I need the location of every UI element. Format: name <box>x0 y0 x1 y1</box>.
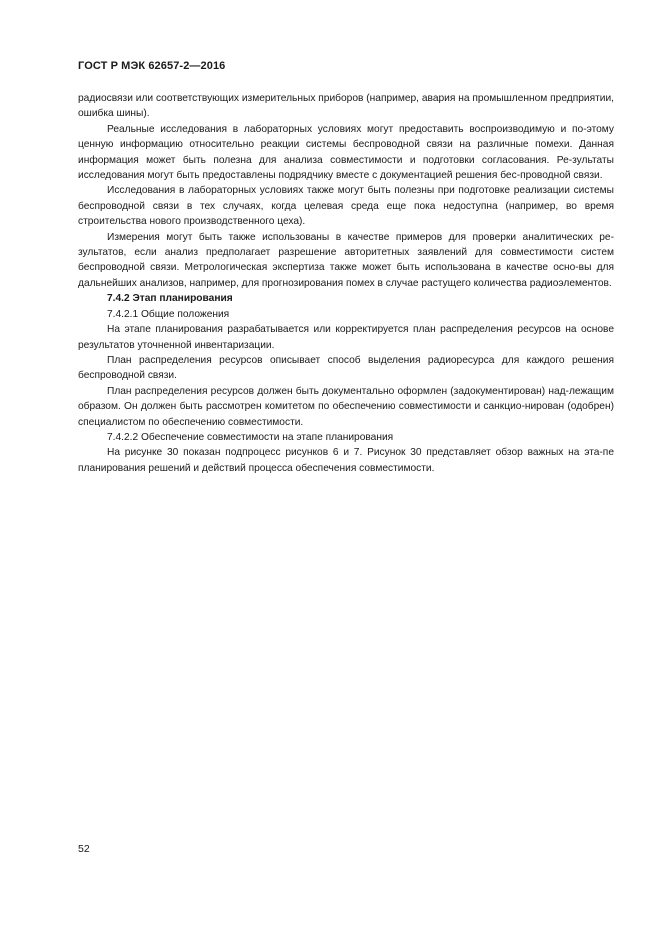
paragraph-1: радиосвязи или соответствующих измерительных приборов (например, авария на промышленном предприятии, ошибка шины). <box>78 93 614 120</box>
paragraph-4: Измерения могут быть также использованы в качестве примеров для проверки аналитических ре-зультатов, если анализ предполагает разрешение авторитетных заявлений для совместимости систем беспроводной связи. Метрологическая экспертиза также может быть использована в качестве осно-вы для дальнейших анализов, например, для прогнозирования помех в случае растущего количества радиоэлементов. <box>78 231 614 289</box>
section-heading-7-4-2: 7.4.2 Этап планирования <box>107 293 233 305</box>
paragraph-6: План распределения ресурсов описывает способ выделения радиоресурса для каждого решения беспроводной связи. <box>78 354 614 382</box>
paragraph-2: Реальные исследования в лабораторных условиях могут предоставить воспроизводимую и по-этому ценную информацию относительно реакции системы беспроводной связи на различные помехи. Данная информация может быть полезна для анализа совместимости и подготовки согласования. Ре-зультаты исследования могут быть предоставлены подрядчику вместе с документацией решения бес-проводной связи. <box>78 123 614 182</box>
paragraph-3: Исследования в лабораторных условиях также могут быть полезны при подготовке реализации системы беспроводной связи в тех случаях, когда целевая среда еще пока недоступна (например, во время строительства нового производственного цеха). <box>78 185 614 228</box>
subsection-heading-7-4-2-2: 7.4.2.2 Обеспечение совместимости на этапе планирования <box>107 431 394 443</box>
paragraph-7: План распределения ресурсов должен быть документально оформлен (задокументирован) над-лежащим образом. Он должен быть рассмотрен комитетом по обеспечению совместимости и санкцио-нирован (одобрен) специалистом по обеспечению совместимости. <box>78 385 614 428</box>
document-header: ГОСТ Р МЭК 62657-2—2016 <box>78 60 226 72</box>
paragraph-8: На рисунке 30 показан подпроцесс рисунков 6 и 7. Рисунок 30 представляет обзор важных на эта-пе планирования решений и действий процесса обеспечения совместимости. <box>78 447 614 474</box>
subsection-heading-7-4-2-1: 7.4.2.1 Общие положения <box>107 308 230 320</box>
page-number: 52 <box>78 843 90 855</box>
paragraph-5: На этапе планирования разрабатывается или корректируется план распределения ресурсов на основе результатов уточненной инвентаризации. <box>78 324 614 351</box>
document-body <box>78 91 614 476</box>
